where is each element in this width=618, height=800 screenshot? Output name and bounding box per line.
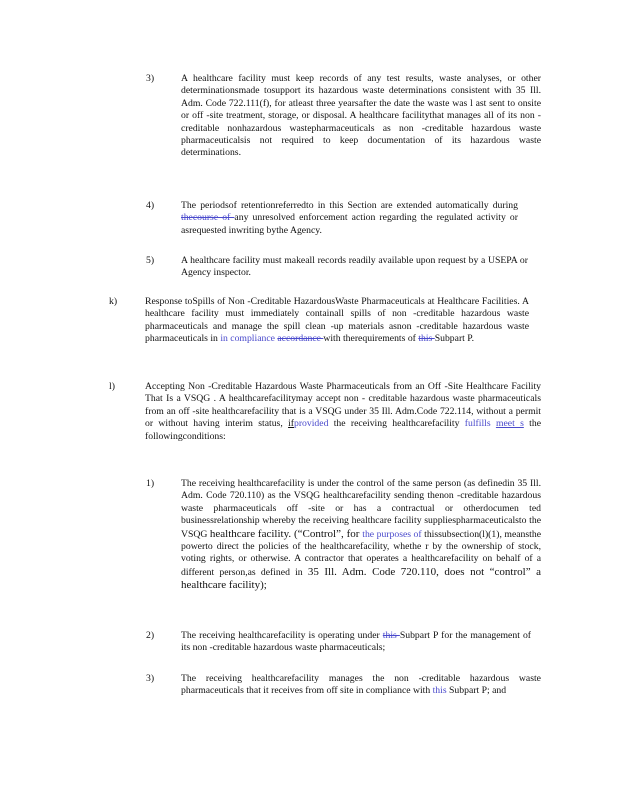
- text-run: Accepting Non -Creditable Hazardous Waste Pharmaceuticals from an Off -Site Healthcare Facility That Is a VSQG . A healthcarefacilitymay accept non - creditable hazardous waste pharmaceuticals from an off -site healthcarefacility that is a VSQG under 35 Ill. Adm.Code 722.114, without a permit or without having interim status,: [145, 381, 541, 430]
- text-run: 35 Ill. Adm. Code 720.110, does not “control” a healthcare facility);: [181, 565, 541, 592]
- item-number: l): [109, 381, 115, 392]
- text-run: if: [288, 418, 294, 430]
- inserted-text: provided: [293, 418, 329, 430]
- text-run: the receiving healthcarefacility: [328, 418, 465, 430]
- text-run: The receiving healthcarefacility is under the control of the same person (as definedin 35 Ill. Adm. Code 720.110) as the VSQG healthcarefacility sending thenon -creditable hazardous waste pharmaceuticals off -site or has a contractual or otherdocumen ted businessrelationship whereby the receiving healthcare facility suppliespharmaceuticalsto the VSQG: [181, 478, 541, 540]
- deleted-text: this: [418, 333, 435, 345]
- deleted-text: thecourse of: [181, 212, 235, 224]
- inserted-text: meet s: [495, 418, 524, 430]
- item-number: 1): [146, 478, 155, 489]
- text-run: A healthcare facility must keep records of any test results, waste analyses, or other determinationsmade tosupport its hazardous waste determinations consistent with 35 Ill. Adm. Code 722.111(f), for atleast three yearsafter the date the waste was l ast sent to onsite or off -site treatment, storage, or disposal. A healthcare facilitythat manages all of its non -creditable nonhazardous wastepharmaceuticals as non -creditable hazardous waste pharmaceuticalsis not required to keep documentation of its hazardous waste determinations.: [181, 73, 541, 159]
- item-number: 4): [146, 200, 155, 211]
- text-run: Subpart P for the management of its non -creditable hazardous waste pharmaceuticals;: [181, 630, 532, 654]
- text-run: The receiving healthcarefacility is operating under: [181, 630, 383, 641]
- item-text: [145, 381, 541, 443]
- text-run: healthcare facility. (“Control”, for: [209, 527, 363, 540]
- item-text: [181, 630, 531, 655]
- text-run: The periodsof retentionreferredto in this Section are extended automatically during: [181, 200, 518, 211]
- item-text: [145, 296, 529, 346]
- item-number: 3): [146, 73, 155, 84]
- item-text: [181, 255, 528, 280]
- text-run: with therequirements of: [323, 333, 419, 345]
- text-run: Subpart P; and: [446, 685, 507, 697]
- item-text: [181, 673, 541, 698]
- text-run: The receiving healthcarefacility manages the non -creditable hazardous waste pharmaceuticals that it receives from off site in compliance with: [181, 673, 541, 697]
- item-text: [181, 200, 518, 237]
- item-number: 5): [146, 255, 155, 266]
- inserted-text: this: [432, 685, 447, 697]
- inserted-text: fulfills: [464, 418, 491, 430]
- deleted-text: this: [382, 630, 400, 641]
- inserted-text: the purposes of: [362, 528, 425, 540]
- inserted-text: in compliance: [220, 333, 275, 345]
- text-run: Response toSpills of Non -Creditable HazardousWaste Pharmaceuticals at Healthcare Facilities. A healthcare facility must immediately containall spills of non -creditable hazardous waste pharmaceuticals and manage the spill clean -up materials asnon -creditable hazardous waste pharmaceuticals in: [145, 296, 529, 345]
- deleted-text: accordance: [277, 333, 324, 345]
- item-number: k): [109, 296, 118, 307]
- text-run: thissubsection(l)(1), meansthe powerto direct the policies of the healthcarefacility, whethe r by the ownership of stock, voting rights, or otherwise. A contractor that operates a healthcarefacility on behalf of a different person,as defined in: [181, 528, 541, 578]
- item-number: 2): [146, 630, 155, 641]
- item-number: 3): [146, 673, 155, 684]
- text-run: any unresolved enforcement action regarding the regulated activity or asrequested inwriting bythe Agency.: [181, 212, 518, 236]
- item-text: [181, 478, 541, 593]
- item-text: [181, 73, 541, 160]
- text-run: Subpart P.: [434, 333, 475, 345]
- text-run: the followingconditions:: [145, 418, 541, 442]
- text-run: A healthcare facility must makeall records readily available upon request by a USEPA or Agency inspector.: [181, 255, 528, 279]
